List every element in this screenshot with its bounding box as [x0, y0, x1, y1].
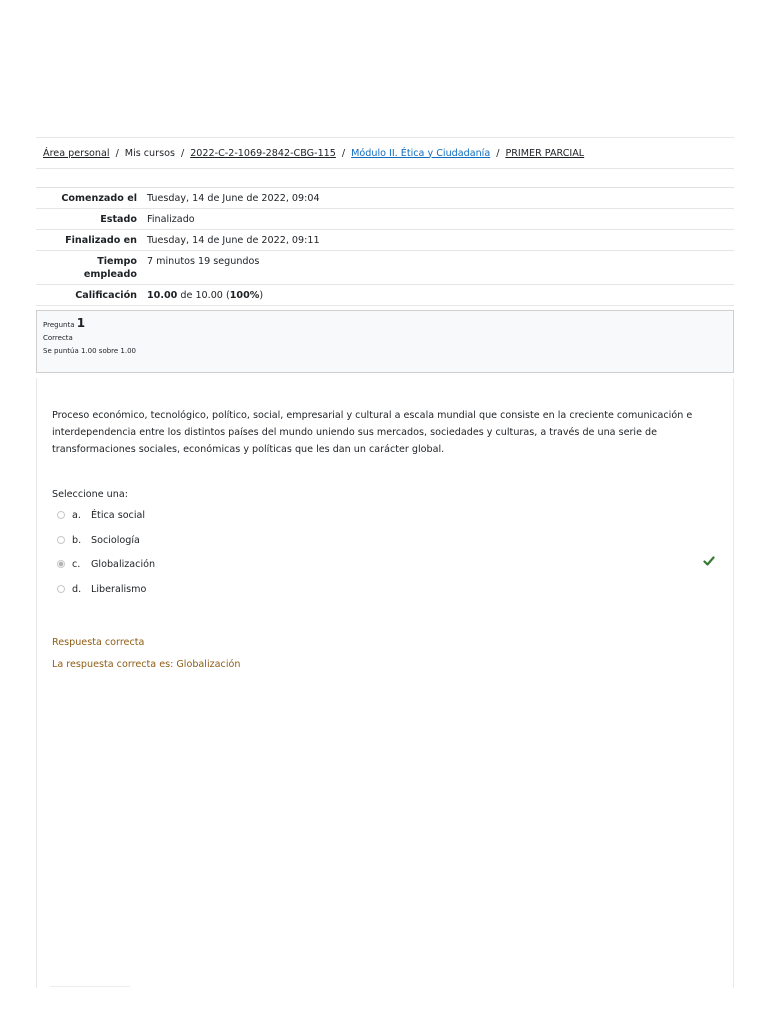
option-letter: b.	[72, 534, 82, 546]
grade-mid: de 10.00 (	[177, 290, 230, 301]
radio-button[interactable]	[57, 585, 65, 593]
question-state: Correcta	[43, 334, 73, 342]
grade-end: )	[259, 290, 264, 301]
breadcrumb	[36, 137, 734, 169]
grade-score: 10.00	[147, 290, 178, 301]
option-letter: a.	[72, 509, 81, 521]
option-letter: c.	[72, 558, 81, 570]
option-label: Globalización	[91, 558, 156, 570]
finished-label: Finalizado en	[65, 235, 137, 246]
question-number	[43, 317, 727, 332]
state-value: Finalizado	[147, 214, 195, 225]
time-label-line2: empleado	[83, 269, 137, 280]
attempt-summary-table	[36, 187, 734, 306]
breadcrumb-separator: /	[496, 147, 500, 159]
option-label: Ética social	[91, 509, 146, 521]
breadcrumb-mis-cursos: Mis cursos	[124, 147, 175, 159]
answer-option-d[interactable]	[57, 582, 146, 596]
option-label: Sociología	[91, 534, 140, 546]
answer-option-c[interactable]	[57, 557, 155, 571]
breadcrumb-module[interactable]: Módulo II. Ética y Ciudadanía	[351, 147, 491, 159]
state-label: Estado	[100, 214, 137, 225]
answer-option-a[interactable]	[57, 508, 145, 522]
summary-row-state	[36, 209, 734, 230]
radio-button[interactable]	[57, 511, 65, 519]
option-label: Liberalismo	[91, 583, 147, 595]
breadcrumb-separator: /	[115, 147, 119, 159]
question-number-value: 1	[76, 316, 86, 330]
question-info-box	[36, 310, 734, 373]
summary-row-finished	[36, 230, 734, 251]
feedback-right-answer: La respuesta correcta es: Globalización	[52, 659, 241, 670]
breadcrumb-quiz[interactable]: PRIMER PARCIAL	[505, 147, 585, 159]
grade-percent: 100%	[229, 290, 260, 301]
breadcrumb-area-personal[interactable]: Área personal	[43, 147, 110, 159]
question-mark: Se puntúa 1.00 sobre 1.00	[43, 347, 137, 355]
question-label: Pregunta	[43, 321, 75, 329]
check-icon	[703, 555, 715, 567]
feedback-correct: Respuesta correcta	[52, 637, 145, 648]
question-content	[36, 378, 734, 988]
bottom-divider	[50, 986, 130, 989]
breadcrumb-course[interactable]: 2022-C-2-1069-2842-CBG-115	[190, 147, 336, 159]
breadcrumb-separator: /	[341, 147, 346, 159]
finished-value: Tuesday, 14 de June de 2022, 09:11	[147, 235, 320, 246]
grade-value	[137, 285, 263, 305]
answer-option-b[interactable]	[57, 533, 140, 547]
time-label	[36, 251, 137, 284]
grade-label: Calificación	[75, 290, 137, 301]
summary-row-grade	[36, 285, 734, 306]
question-text: Proceso económico, tecnológico, político, social, empresarial y cultural a escala mundial que consiste en la creciente comunicación e interdependencia entre los distintos países del mundo uniendo sus mercados, sociedades y culturas, a través de una serie de transformaciones sociales, económicas y políticas que les dan un carácter global.	[52, 410, 693, 455]
radio-button[interactable]	[57, 536, 65, 544]
summary-row-started	[36, 188, 734, 209]
time-label-line1: Tiempo	[97, 256, 137, 267]
started-value: Tuesday, 14 de June de 2022, 09:04	[147, 193, 320, 204]
option-letter: d.	[72, 583, 82, 595]
radio-button-selected[interactable]	[57, 560, 65, 568]
time-value: 7 minutos 19 segundos	[147, 256, 260, 267]
breadcrumb-separator: /	[180, 147, 185, 159]
answer-prompt: Seleccione una:	[52, 489, 128, 500]
started-label: Comenzado el	[61, 193, 137, 204]
summary-row-time	[36, 251, 734, 285]
